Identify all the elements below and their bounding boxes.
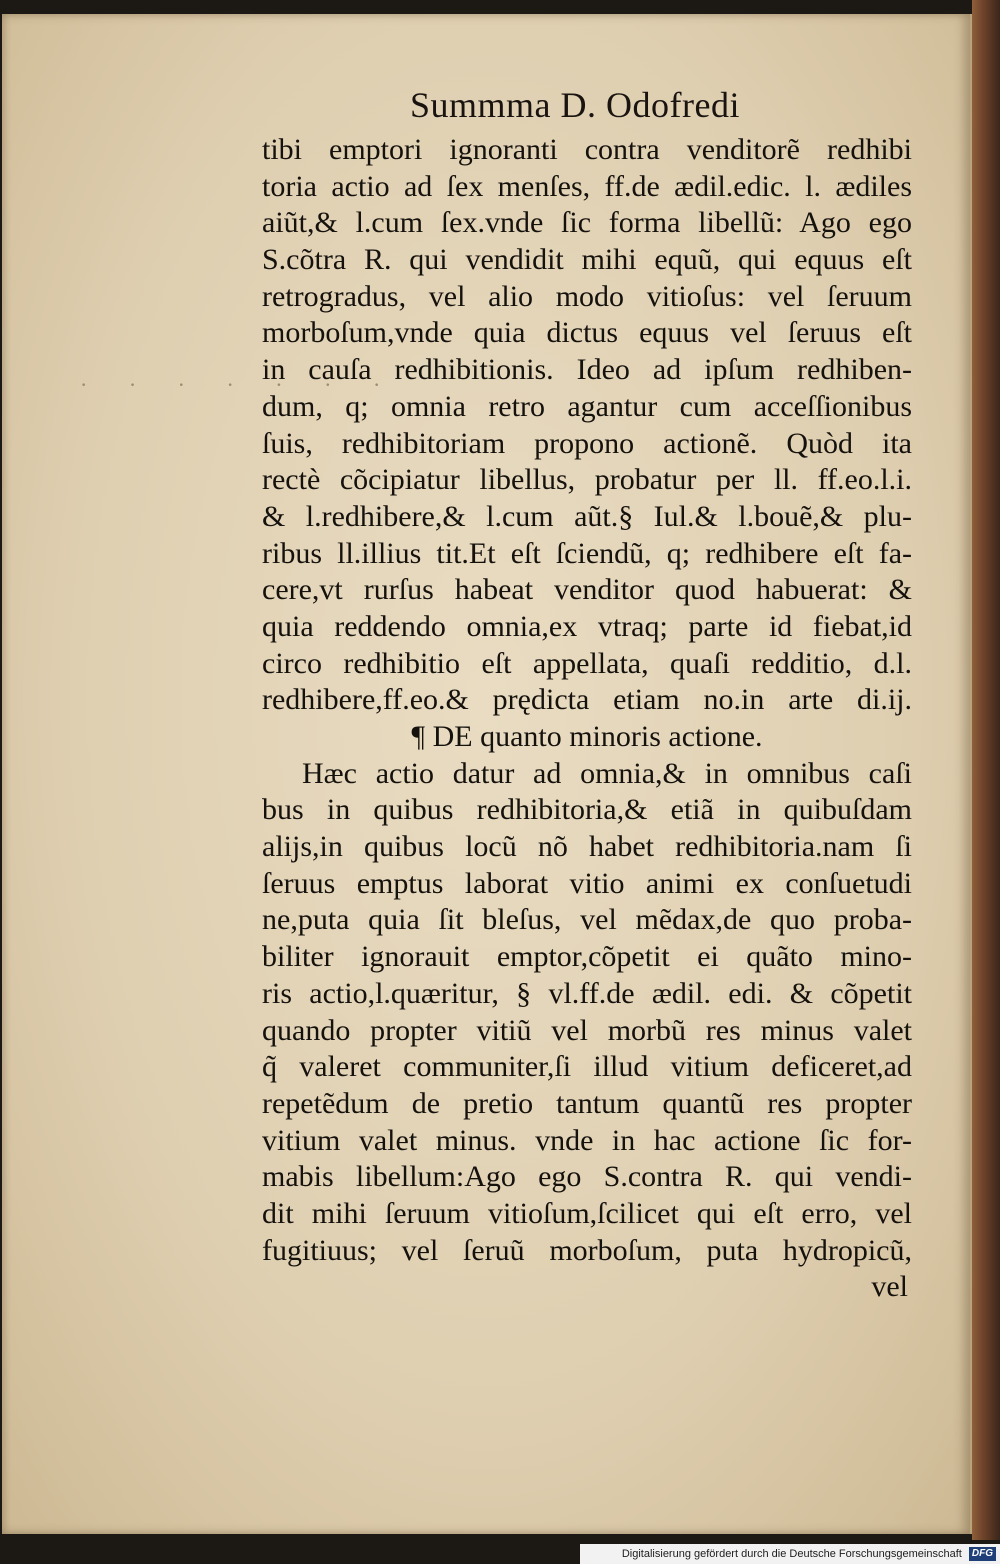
text-line: quia reddendo omnia,ex vtraq; parte id fiebat,id [262,609,912,643]
text-line: ribus ll.illius tit.Et eſt ſciendũ, q; redhibere eſt fa- [262,536,912,570]
text-line: vitium valet minus. vnde in hac actione ſic for- [262,1123,912,1157]
text-line: redhibere,ff.eo.& prędicta etiam no.in arte di.ij. [262,683,912,717]
text-line: alijs,in quibus locũ nõ habet redhibitoria.nam ſi [262,830,912,864]
catchword: vel [871,1270,908,1304]
text-line: cere,vt rurſus habeat venditor quod habuerat: & [262,573,912,607]
page-edge [972,0,1000,1540]
text-line: aiũt,& l.cum ſex.vnde ſic forma libellũ: Ago ego [262,206,912,240]
text-line: dit mihi ſeruum vitioſum,ſcilicet qui eſt erro, vel [262,1196,912,1230]
margin-dots: · · · · · · · [80,372,399,397]
text-line: ne,puta quia ſit bleſus, vel mẽdax,de quo proba- [262,903,912,937]
text-line: tibi emptori ignoranti contra venditorẽ redhibi [262,133,912,166]
credit-text: Digitalisierung gefördert durch die Deutsche Forschungsgemeinschaft [621,1548,962,1560]
text-line: q̃ valeret communiter,ſi illud vitium deficeret,ad [262,1050,912,1084]
text-line: mabis libellum:Ago ego S.contra R. qui vendi- [262,1160,912,1194]
text-line: morboſum,vnde quia dictus equus vel ſeruus eſt [262,316,912,350]
text-line: S.cõtra R. qui vendidit mihi equũ, qui equus eſt [262,243,912,277]
text-line: dum, q; omnia retro agantur cum acceſſionibus [262,389,912,423]
text-line: toria actio ad ſex menſes, ff.de ædil.edic. l. ædiles [262,169,912,203]
text-line: ſeruus emptus laborat vitio animi ex conſuetudi [262,866,912,900]
text-line: quando propter vitiũ vel morbũ res minus valet [262,1013,912,1047]
text-line: repetẽdum de pretio tantum quantũ res propter [262,1086,912,1120]
page-text [262,132,912,1306]
text-line: & l.redhibere,& l.cum aũt.§ Iul.& l.bouẽ,& plu- [262,499,912,533]
dfg-logo: DFG [969,1547,996,1561]
text-line: bus in quibus redhibitoria,& etiã in quibuſdam [262,793,912,827]
text-line: ris actio,l.quæritur, § vl.ff.de ædil. edi. & cõpetit [262,976,912,1010]
text-line: in cauſa redhibitionis. Ideo ad ipſum redhiben- [262,353,912,387]
text-line: retrogradus, vel alio modo vitioſus: vel ſeruum [262,279,912,313]
text-line: ſuis, redhibitoriam propono actionẽ. Quòd ita [262,426,912,460]
text-line: fugitiuus; vel ſeruũ morboſum, puta hydropicũ, [262,1233,912,1267]
digitization-credit [580,1544,1000,1564]
text-line: circo redhibitio eſt appellata, quaſi redditio, d.l. [262,646,912,680]
section-heading: ¶ DE quanto minoris actione. [411,720,763,753]
running-title: Summma D. Odofredi [410,85,740,125]
text-line: rectè cõcipiatur libellus, probatur per ll. ff.eo.l.i. [262,463,912,497]
text-line: Hæc actio datur ad omnia,& in omnibus caſi [302,756,912,790]
text-line: biliter ignorauit emptor,cõpetit ei quãto mino- [262,940,912,974]
